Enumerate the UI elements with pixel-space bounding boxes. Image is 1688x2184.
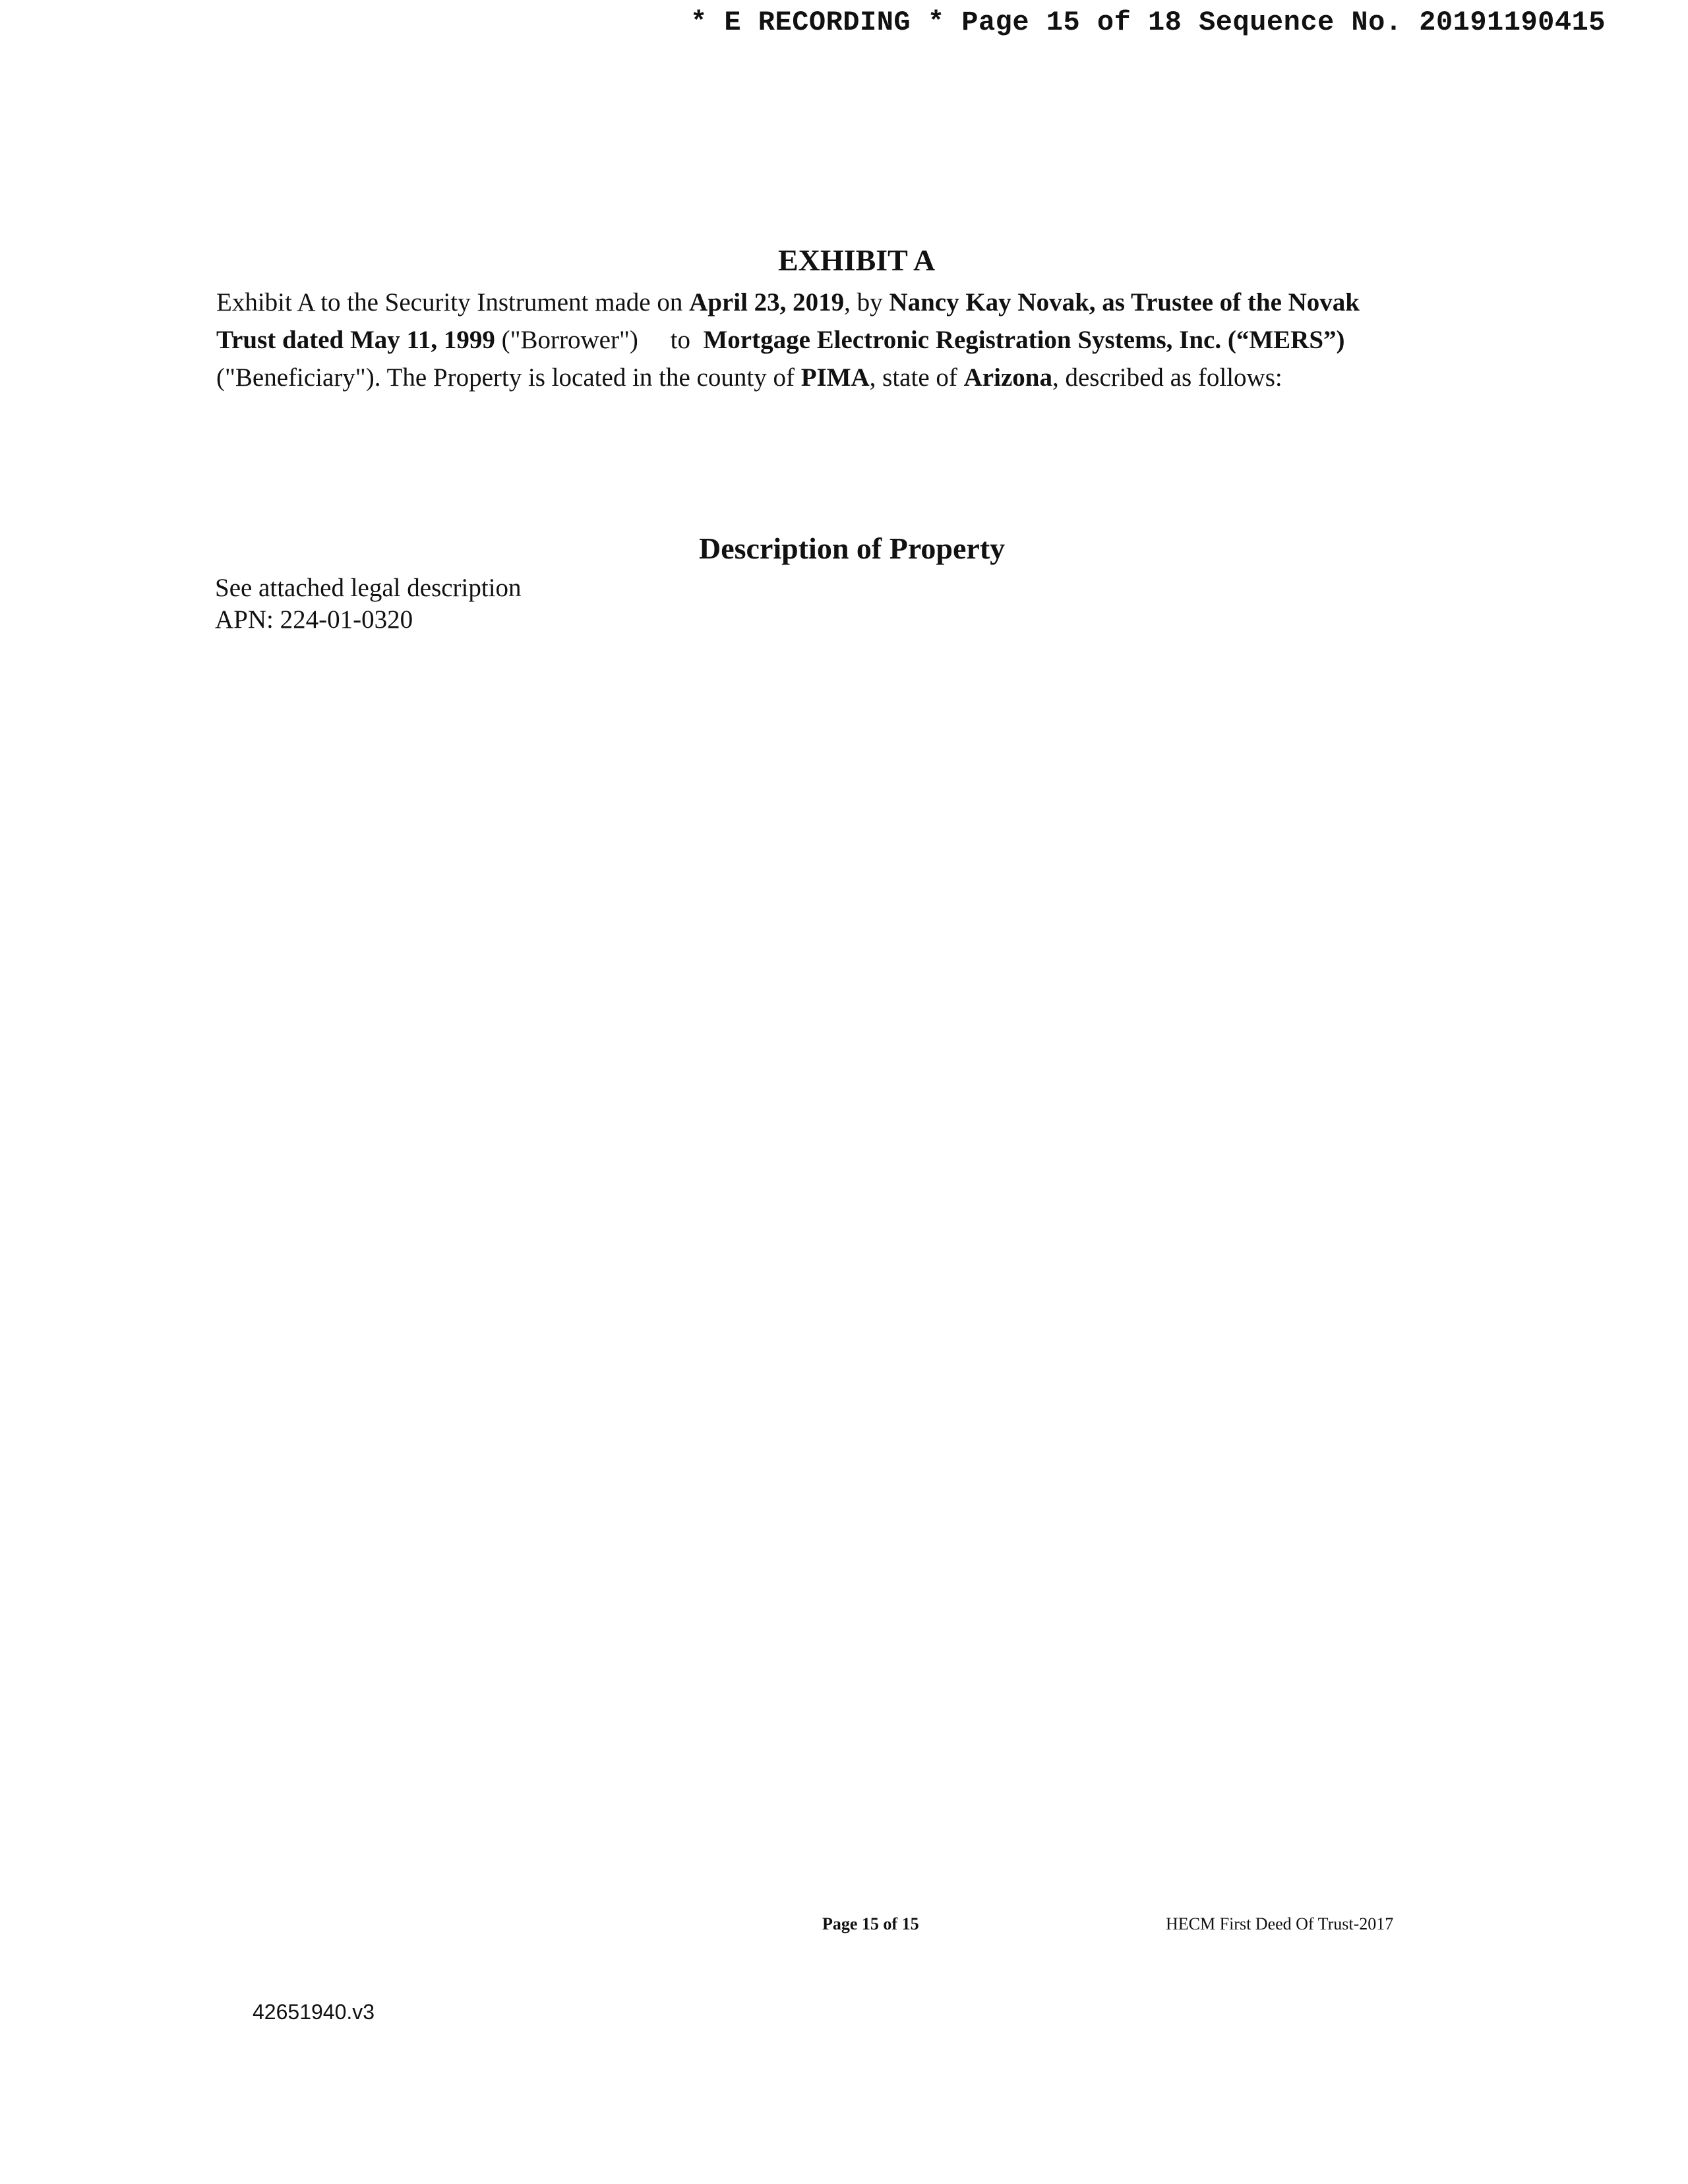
apn-line: APN: 224-01-0320 — [215, 605, 413, 634]
footer-form-name: HECM First Deed Of Trust-2017 — [1166, 1914, 1394, 1933]
footer-page-number: Page 15 of 15 — [822, 1914, 919, 1933]
intro-bold-text: April 23, 2019 — [689, 288, 845, 317]
intro-bold-text: PIMA — [800, 363, 870, 392]
intro-bold-text: Mortgage Electronic Registration Systems, Inc. (“MERS”) — [703, 326, 1345, 354]
document-id: 42651940.v3 — [253, 2000, 375, 2024]
legal-description-line: See attached legal description — [215, 574, 522, 602]
intro-text: , by — [844, 288, 889, 317]
intro-bold-text: Arizona — [963, 363, 1052, 392]
exhibit-title: EXHIBIT A — [778, 243, 936, 277]
intro-text: ("Borrower") to — [495, 326, 704, 354]
property-heading: Description of Property — [699, 531, 1006, 565]
intro-text: ("Beneficiary"). The Property is located in the county of — [216, 326, 1352, 392]
intro-text: Exhibit A to the Security Instrument made on — [216, 288, 690, 317]
intro-text: , described as follows: — [1052, 363, 1282, 392]
property-description — [215, 572, 522, 636]
recording-header: * E RECORDING * Page 15 of 18 Sequence No. 20191190415 — [690, 7, 1606, 38]
intro-bold-text: Nancy Kay Novak, as Trustee of the Novak Trust dated May 11, 1999 — [216, 288, 1366, 354]
intro-text: , state of — [869, 363, 964, 392]
exhibit-intro-paragraph — [216, 284, 1377, 396]
